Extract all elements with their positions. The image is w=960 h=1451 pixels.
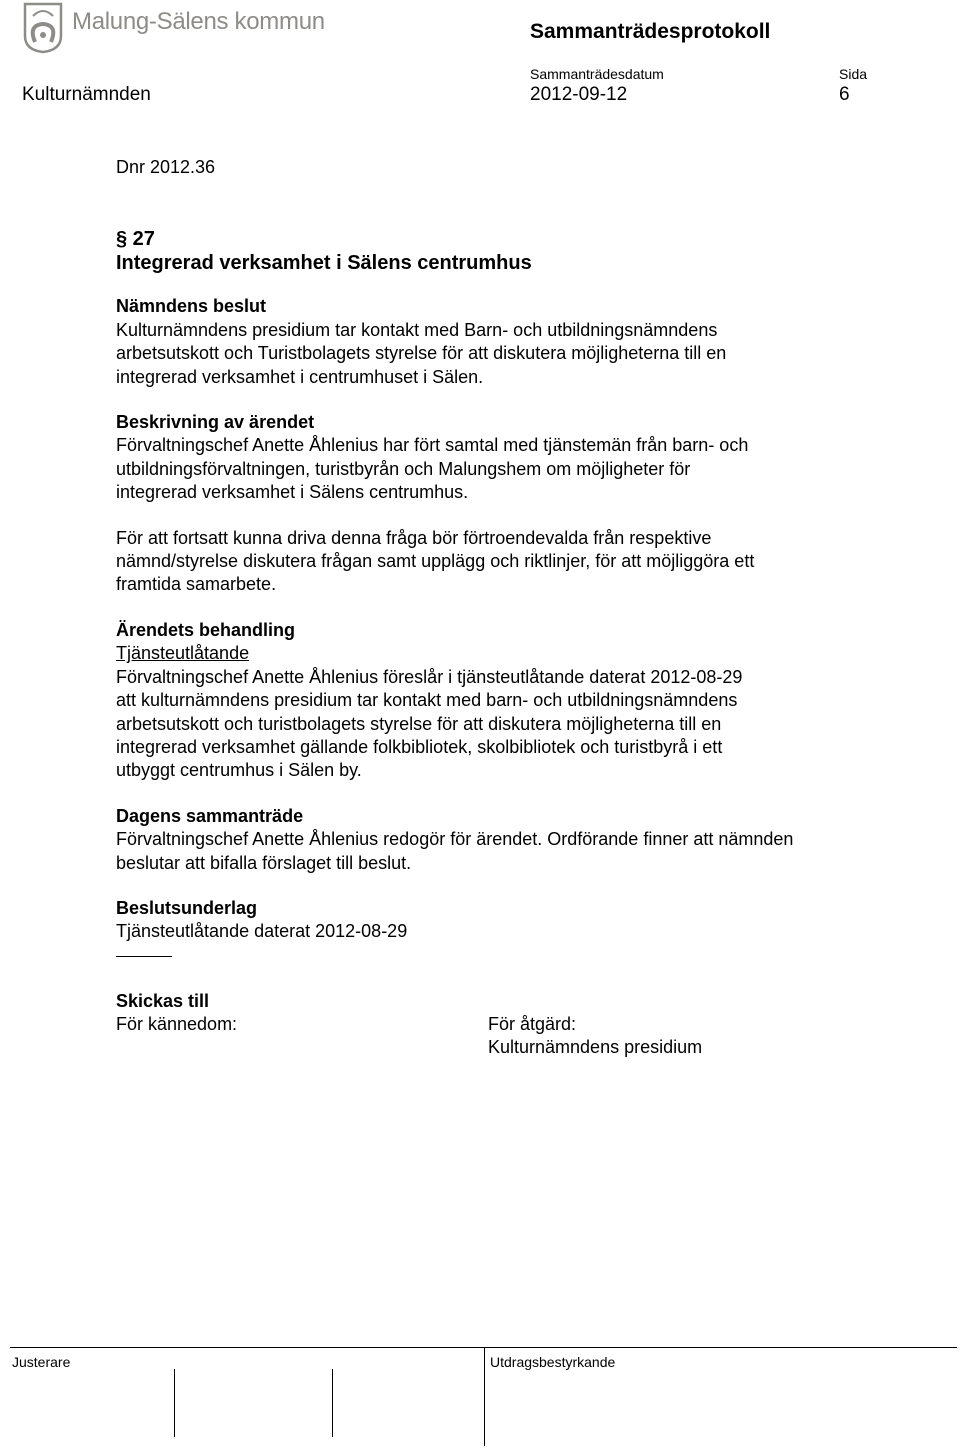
decision-section (116, 295, 906, 389)
decision-heading: Nämndens beslut (116, 296, 267, 317)
handling-line: Förvaltningschef Anette Åhlenius föreslår i tjänsteutlåtande daterat 2012-08-29 (116, 666, 743, 687)
description-section (116, 411, 906, 597)
decision-line: Kulturnämndens presidium tar kontakt med Barn- och utbildningsnämndens (116, 319, 718, 340)
basis-section (116, 897, 906, 944)
body-name: Kulturnämnden (22, 84, 151, 105)
basis-text: Tjänsteutlåtande daterat 2012-08-29 (116, 921, 408, 942)
page-label: Sida (839, 66, 868, 82)
handling-section (116, 619, 906, 783)
description-line: För att fortsatt kunna driva denna fråga bör förtroendevalda från respektive (116, 527, 712, 548)
case-number: Dnr 2012.36 (116, 157, 216, 177)
handling-line: integrerad verksamhet gällande folkbibliotek, skolbibliotek och turistbyrå i ett (116, 736, 723, 757)
description-line: framtida samarbete. (116, 574, 277, 595)
decision-line: integrerad verksamhet i centrumhuset i Sälen. (116, 366, 484, 387)
description-line: integrerad verksamhet i Sälens centrumhus. (116, 482, 469, 503)
basis-heading: Beslutsunderlag (116, 897, 258, 918)
handling-heading: Ärendets behandling (116, 619, 296, 640)
document-type: Sammanträdesprotokoll (530, 20, 771, 43)
municipality-logo (22, 2, 325, 54)
meeting-line: Förvaltningschef Anette Åhlenius redogör för ärendet. Ordförande finner att nämnden (116, 829, 794, 850)
protocol-body (116, 156, 906, 1059)
case-title: Integrerad verksamhet i Sälens centrumhus (116, 252, 532, 275)
send-to-section (116, 990, 906, 1059)
page-number: 6 (839, 84, 850, 105)
meeting-line: beslutar att bifalla förslaget till beslut. (116, 852, 412, 873)
footer-center-divider (484, 1348, 485, 1446)
meeting-date: 2012-09-12 (530, 84, 628, 105)
signature-divider (174, 1369, 175, 1437)
info-label: För kännedom: (116, 1014, 238, 1035)
adjuster-label: Justerare (12, 1354, 71, 1370)
description-heading: Beskrivning av ärendet (116, 412, 315, 433)
description-line: Förvaltningschef Anette Åhlenius har fört samtal med tjänstemän från barn- och (116, 435, 749, 456)
action-recipient: Kulturnämndens presidium (488, 1037, 703, 1058)
handling-line: arbetsutskott och turistbolagets styrelse för att diskutera möjligheterna till en (116, 713, 722, 734)
description-line: nämnd/styrelse diskutera frågan samt upplägg och riktlinjer, för att möjliggöra ett (116, 551, 755, 572)
handling-line: att kulturnämndens presidium tar kontakt med barn- och utbildningsnämndens (116, 690, 738, 711)
horseshoe-emblem-icon (22, 2, 64, 54)
meeting-heading: Dagens sammanträde (116, 805, 304, 826)
signature-divider (332, 1369, 333, 1437)
extract-verifier-label: Utdragsbestyrkande (490, 1354, 616, 1370)
description-line: utbildningsförvaltningen, turistbyrån och Malungshem om möjligheter för (116, 458, 691, 479)
date-label: Sammanträdesdatum (530, 66, 664, 82)
paragraph-number: § 27 (116, 228, 155, 251)
handling-line: utbyggt centrumhus i Sälen by. (116, 760, 362, 781)
decision-line: arbetsutskott och Turistbolagets styrelse för att diskutera möjligheterna till en (116, 343, 727, 364)
send-to-heading: Skickas till (116, 990, 210, 1011)
logo-wordmark: Malung-Sälens kommun (72, 8, 325, 35)
handling-subheading: Tjänsteutlåtande (116, 643, 250, 664)
action-label: För åtgärd: (488, 1014, 577, 1035)
meeting-section (116, 805, 906, 875)
